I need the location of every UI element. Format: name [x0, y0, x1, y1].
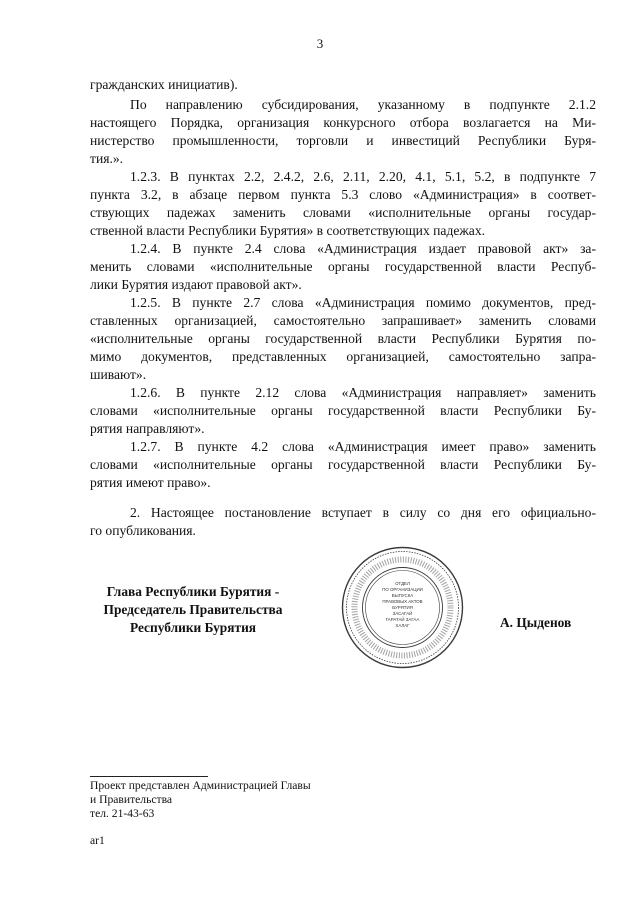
body-line: 1.2.5. В пункте 2.7 слова «Администрация помимо документов, пред-: [130, 295, 596, 310]
official-seal: [340, 545, 465, 670]
footer-phone: тел. 21-43-63: [90, 807, 155, 820]
body-line: нистерство промышленности, торговли и инвестиций Республики Буря-: [90, 133, 596, 148]
body-line: «исполнительные органы государственной власти Республики Бурятия по-: [90, 331, 596, 346]
body-line: гражданских инициатив).: [90, 77, 238, 92]
page-number: 3: [316, 36, 324, 51]
body-line: ставленных организацией, самостоятельно запрашивает» заменить словами: [90, 313, 596, 328]
body-line: 1.2.3. В пунктах 2.2, 2.4.2, 2.6, 2.11, 2.20, 4.1, 5.1, 5.2, в подпункте 7: [130, 169, 596, 184]
body-line: го опубликования.: [90, 523, 196, 538]
seal-text: ХАЛАГ: [395, 623, 410, 628]
footer-line: Проект представлен Администрацией Главы: [90, 779, 311, 792]
seal-text: ВЫПУСКА: [391, 593, 414, 598]
body-line: 2. Настоящее постановление вступает в силу со дня его официально-: [130, 505, 596, 520]
footnote-divider: [90, 776, 208, 777]
body-line: рятия направляют».: [90, 421, 205, 436]
body-line: лики Бурятия издают правовой акт».: [90, 277, 302, 292]
body-line: По направлению субсидирования, указанному в подпункте 2.1.2: [130, 97, 596, 112]
body-line: словами «исполнительные органы государственной власти Республики Бу-: [90, 457, 596, 472]
signature-title-line: Республики Бурятия: [129, 620, 257, 635]
footer-line: и Правительства: [90, 793, 173, 806]
seal-text: ОТДЕЛ: [395, 581, 410, 586]
body-line: мимо документов, представленных организацией, самостоятельно запра-: [90, 349, 596, 364]
body-line: ствующих падежах заменить словами «исполнительные органы государ-: [90, 205, 596, 220]
body-line: 1.2.7. В пункте 4.2 слова «Администрация имеет право» заменить: [130, 439, 596, 454]
seal-text: ЗАСАГАЙ: [392, 611, 413, 616]
body-line: 1.2.4. В пункте 2.4 слова «Администрация издает правовой акт» за-: [130, 241, 596, 256]
body-line: ственной власти Республики Бурятия» в соответствующих падежах.: [90, 223, 486, 238]
signature-title: [78, 583, 308, 637]
body-line: настоящего Порядка, организация конкурсного отбора возлагается на Ми-: [90, 115, 596, 130]
body-line: пункта 3.2, в абзаце первом пункта 5.3 слово «Администрация» в соответ-: [90, 187, 596, 202]
body-line: 1.2.6. В пункте 2.12 слова «Администрация направляет» заменить: [130, 385, 596, 400]
body-line: менить словами «исполнительные органы государственной власти Респуб-: [90, 259, 596, 274]
seal-text: ПО ОРГАНИЗАЦИИ: [382, 587, 423, 592]
seal-text: ПРАВОВЫХ АКТОВ: [382, 599, 423, 604]
body-line: шивают».: [90, 367, 147, 382]
signature-title-line: Председатель Правительства: [103, 602, 283, 617]
body-line: тия.».: [90, 151, 124, 166]
seal-text: БУРЯТИЯ: [392, 605, 413, 610]
signatory-name: А. Цыденов: [500, 615, 572, 630]
signature-title-line: Глава Республики Бурятия -: [106, 584, 280, 599]
seal-text: ГАРАТАЙ ЗАГАА: [385, 617, 420, 622]
body-line: рятия имеют право».: [90, 475, 211, 490]
footer-code: ar1: [90, 834, 105, 847]
body-line: словами «исполнительные органы государственной власти Республики Бу-: [90, 403, 596, 418]
